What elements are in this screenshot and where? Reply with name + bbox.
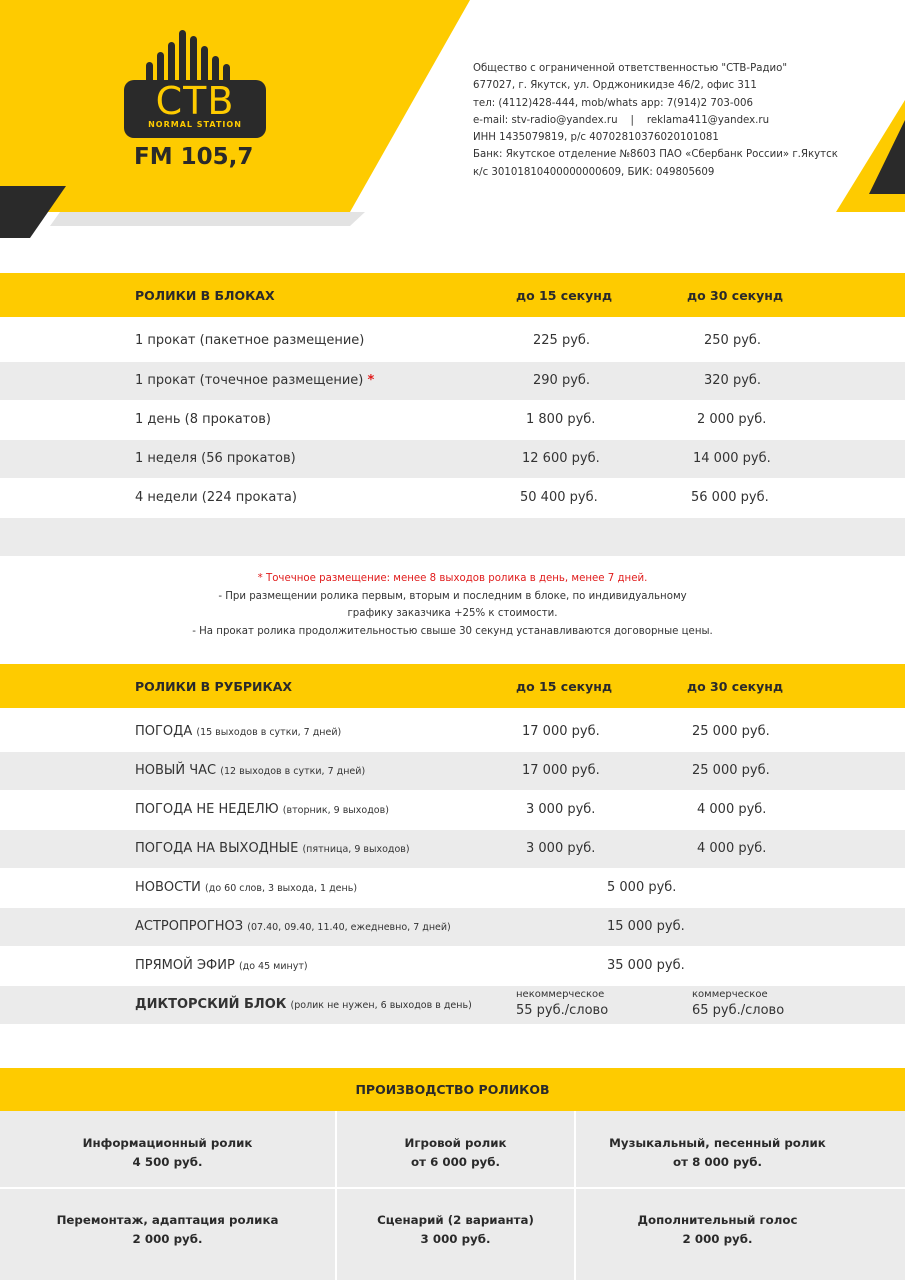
production-item-price: 4 500 руб.	[132, 1155, 203, 1169]
grid-divider	[0, 1187, 905, 1189]
row-price-15: 17 000 руб.	[522, 763, 600, 778]
production-item	[337, 1134, 574, 1172]
table-row	[0, 362, 905, 400]
blocks-table	[0, 273, 905, 556]
table-row	[0, 752, 905, 790]
logo-badge	[124, 80, 266, 138]
row-label: НОВОСТИ	[135, 880, 201, 895]
row-label: АСТРОПРОГНОЗ	[135, 919, 244, 934]
row-price-15: 290 руб.	[533, 373, 591, 388]
note-line: графику заказчика +25% к стоимости.	[347, 608, 558, 619]
row-price-15: 1 800 руб.	[526, 412, 596, 427]
company-line: e-mail: stv-radio@yandex.ru | reklama411@yandex.ru	[473, 114, 770, 126]
rubrics-table-header	[0, 664, 905, 708]
note-line: - На прокат ролика продолжительностью свыше 30 секунд устанавливаются договорные цены.	[192, 625, 713, 637]
noncommercial-price: 55 руб./слово	[516, 1003, 609, 1018]
row-price: 35 000 руб.	[607, 958, 685, 973]
row-price-30: 25 000 руб.	[692, 763, 770, 778]
row-price-15: 12 600 руб.	[522, 451, 600, 466]
production-item	[0, 1134, 335, 1172]
row-note: (12 выходов в сутки, 7 дней)	[220, 766, 366, 777]
logo-name: СТВ	[155, 79, 235, 123]
row-label: 1 день (8 прокатов)	[135, 412, 271, 427]
company-info	[473, 60, 873, 181]
row-price-15: 225 руб.	[533, 333, 591, 348]
commercial-label: коммерческое	[692, 989, 768, 1000]
row-price-15: 50 400 руб.	[520, 490, 598, 505]
table-row	[0, 790, 905, 830]
row-price-30: 250 руб.	[704, 333, 762, 348]
row-price-30: 2 000 руб.	[697, 412, 767, 427]
production-item	[0, 1211, 335, 1249]
company-line: тел: (4112)428-444, mob/whats app: 7(914)2 703-006	[473, 97, 753, 109]
row-price-15: 17 000 руб.	[522, 724, 600, 739]
row-label: 1 прокат (точечное размещение)	[135, 373, 364, 388]
table-row	[0, 478, 905, 518]
table-row	[0, 317, 905, 362]
blocks-table-header	[0, 273, 905, 317]
row-price-30: 4 000 руб.	[697, 802, 767, 817]
row-label: ДИКТОРСКИЙ БЛОК	[135, 997, 287, 1012]
blocks-title: РОЛИКИ В БЛОКАХ	[135, 288, 275, 303]
asterisk-mark: *	[367, 373, 375, 388]
row-note: (до 60 слов, 3 выхода, 1 день)	[205, 883, 358, 894]
blocks-col-30: до 30 секунд	[687, 288, 784, 303]
placement-notes	[0, 570, 905, 640]
row-price-30: 56 000 руб.	[691, 490, 769, 505]
production-title: ПРОИЗВОДСТВО РОЛИКОВ	[0, 1068, 905, 1111]
production-item	[576, 1211, 859, 1249]
row-note: (ролик не нужен, 6 выходов в день)	[290, 1000, 472, 1011]
row-price-30: 320 руб.	[704, 373, 762, 388]
row-note: (вторник, 9 выходов)	[282, 805, 389, 816]
production-item	[337, 1211, 574, 1249]
note-line: - При размещении ролика первым, вторым и последним в блоке, по индивидуальному	[218, 590, 687, 602]
row-note: (15 выходов в сутки, 7 дней)	[196, 727, 342, 738]
row-price-15: 3 000 руб.	[526, 841, 596, 856]
production-item-price: от 6 000 руб.	[411, 1155, 500, 1169]
company-line: 677027, г. Якутск, ул. Орджоникидзе 46/2, офис 311	[473, 80, 757, 92]
logo-subtitle: NORMAL STATION	[148, 120, 242, 129]
production-item-name: Сценарий (2 варианта)	[377, 1213, 534, 1227]
row-price-30: 14 000 руб.	[693, 451, 771, 466]
row-label: ПРЯМОЙ ЭФИР	[135, 958, 235, 973]
table-row	[0, 830, 905, 868]
table-row	[0, 708, 905, 752]
table-row	[0, 868, 905, 908]
production-grid	[0, 1111, 905, 1280]
rubrics-col-15: до 15 секунд	[516, 679, 613, 694]
gray-stripe-shape	[50, 212, 365, 226]
rubrics-title: РОЛИКИ В РУБРИКАХ	[135, 679, 293, 694]
production-item-name: Игровой ролик	[404, 1136, 507, 1150]
production-item-price: 2 000 руб.	[132, 1232, 203, 1246]
production-item-name: Информационный ролик	[82, 1136, 253, 1150]
row-price-15: 3 000 руб.	[526, 802, 596, 817]
company-line: к/с 30101810400000000609, БИК: 049805609	[473, 166, 715, 178]
production-item-price: 2 000 руб.	[682, 1232, 753, 1246]
noncommercial-label: некоммерческое	[516, 989, 605, 1000]
rubrics-table	[0, 664, 905, 1024]
table-spacer-row	[0, 518, 905, 556]
company-line: Общество с ограниченной ответственностью "СТВ-Радио"	[473, 63, 788, 74]
company-line: ИНН 1435079819, р/с 40702810376020101081	[473, 132, 719, 144]
blocks-col-15: до 15 секунд	[516, 288, 613, 303]
row-price: 5 000 руб.	[607, 880, 677, 895]
production-item-name: Дополнительный голос	[637, 1213, 798, 1227]
row-label: 4 недели (224 проката)	[135, 490, 297, 505]
table-row	[0, 400, 905, 440]
row-price-30: 25 000 руб.	[692, 724, 770, 739]
table-row	[0, 908, 905, 946]
production-item-price: от 8 000 руб.	[673, 1155, 762, 1169]
table-row	[0, 946, 905, 986]
row-label: ПОГОДА НЕ НЕДЕЛЮ	[135, 802, 279, 817]
production-item-name: Музыкальный, песенный ролик	[609, 1136, 826, 1150]
table-row	[0, 986, 905, 1024]
row-price: 15 000 руб.	[607, 919, 685, 934]
note-red: * Точечное размещение: менее 8 выходов ролика в день, менее 7 дней.	[257, 573, 648, 584]
row-label: ПОГОДА НА ВЫХОДНЫЕ	[135, 841, 299, 856]
commercial-price: 65 руб./слово	[692, 1003, 785, 1018]
company-line: Банк: Якутское отделение №8603 ПАО «Сбербанк России» г.Якутск	[473, 149, 838, 161]
production-item	[576, 1134, 859, 1172]
production-item-price: 3 000 руб.	[420, 1232, 491, 1246]
row-note: (07.40, 09.40, 11.40, ежедневно, 7 дней)	[247, 922, 451, 933]
station-logo	[124, 30, 266, 170]
row-price-30: 4 000 руб.	[697, 841, 767, 856]
row-label: 1 прокат (пакетное размещение)	[135, 333, 365, 348]
logo-frequency: FM 105,7	[134, 144, 254, 170]
row-note: (пятница, 9 выходов)	[302, 844, 410, 855]
row-label: НОВЫЙ ЧАС	[135, 763, 217, 778]
logo-sound-bars-icon	[124, 30, 266, 82]
table-row	[0, 440, 905, 478]
production-item-name: Перемонтаж, адаптация ролика	[56, 1213, 279, 1227]
row-note: (до 45 минут)	[238, 961, 308, 972]
row-label: ПОГОДА	[135, 724, 193, 739]
rubrics-col-30: до 30 секунд	[687, 679, 784, 694]
row-label: 1 неделя (56 прокатов)	[135, 451, 296, 466]
